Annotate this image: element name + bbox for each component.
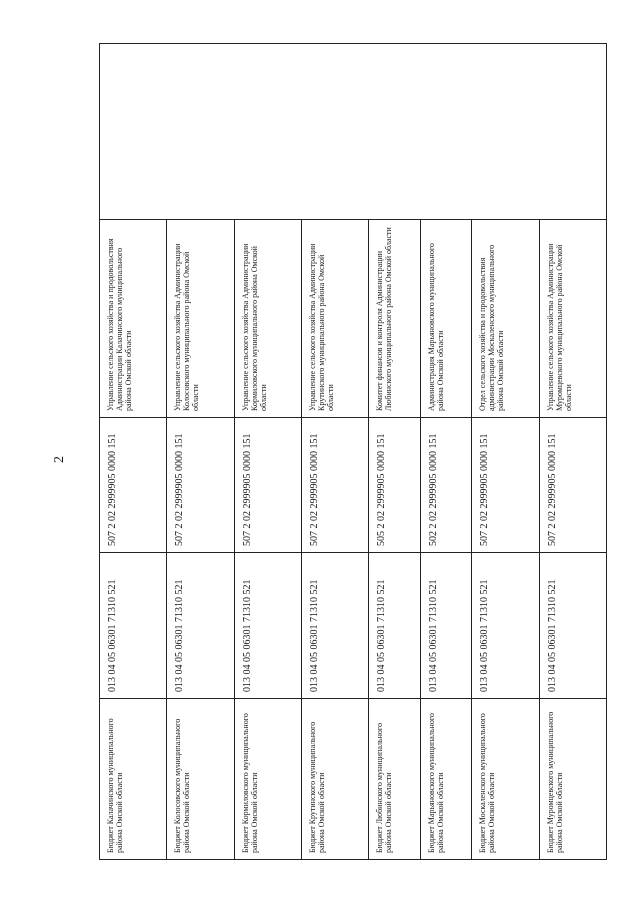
expense-code-cell: 013 04 05 06301 71310 521	[302, 553, 369, 699]
budget-cell: Бюджет Любинского муниципального района Омской области	[369, 699, 420, 860]
expense-code-cell: 013 04 05 06301 71310 521	[100, 553, 167, 699]
recipient-cell: Управление сельского хозяйства и продовольствия Администрации Калачинского муниципального района Омской области	[100, 220, 167, 418]
budget-cell: Бюджет Марьяновского муниципального района Омской области	[420, 699, 471, 860]
expense-code-cell: 013 04 05 06301 71310 521	[369, 553, 420, 699]
recipient-cell: Управление сельского хозяйства Администрации Кормиловского муниципального района Омской области	[234, 220, 301, 418]
revenue-code-cell: 507 2 02 2999905 0000 151	[167, 418, 234, 553]
revenue-code-cell: 507 2 02 2999905 0000 151	[539, 418, 606, 553]
recipient-cell: Отдел сельского хозяйства и продовольствия администрации Москаленского муниципального района Омской области	[472, 220, 539, 418]
recipient-cell: Администрация Марьяновского муниципального района Омской области	[420, 220, 471, 418]
table-row	[234, 220, 301, 860]
revenue-code-cell: 505 2 02 2999905 0000 151	[369, 418, 420, 553]
table-row	[472, 220, 539, 860]
recipient-cell: Комитет финансов и контроля Администрации Любинского муниципального района Омской области	[369, 220, 420, 418]
budget-cell: Бюджет Кормиловского муниципального района Омской области	[234, 699, 301, 860]
budget-cell: Бюджет Муромцевского муниципального района Омской области	[539, 699, 606, 860]
expense-code-cell: 013 04 05 06301 71310 521	[167, 553, 234, 699]
recipient-cell: Управление сельского хозяйства Администрации Муромцевского муниципального района Омской области	[539, 220, 606, 418]
revenue-code-cell: 507 2 02 2999905 0000 151	[100, 418, 167, 553]
blank-area	[99, 43, 607, 270]
table-row	[420, 220, 471, 860]
budget-cell: Бюджет Калачинского муниципального района Омской области	[100, 699, 167, 860]
table-row	[100, 220, 167, 860]
budget-table	[99, 219, 607, 860]
recipient-cell: Управление сельского хозяйства Администрации Колосовского муниципального района Омской области	[167, 220, 234, 418]
revenue-code-cell: 507 2 02 2999905 0000 151	[302, 418, 369, 553]
expense-code-cell: 013 04 05 06301 71310 521	[539, 553, 606, 699]
table-row	[369, 220, 420, 860]
revenue-code-cell: 502 2 02 2999905 0000 151	[420, 418, 471, 553]
recipient-cell: Управление сельского хозяйства Администрации Крутинского муниципального района Омской области	[302, 220, 369, 418]
budget-cell: Бюджет Крутинского муниципального района Омской области	[302, 699, 369, 860]
expense-code-cell: 013 04 05 06301 71310 521	[472, 553, 539, 699]
rotated-table-container	[99, 43, 607, 860]
revenue-code-cell: 507 2 02 2999905 0000 151	[472, 418, 539, 553]
expense-code-cell: 013 04 05 06301 71310 521	[420, 553, 471, 699]
page-number: 2	[52, 456, 67, 463]
expense-code-cell: 013 04 05 06301 71310 521	[234, 553, 301, 699]
table-row	[539, 220, 606, 860]
budget-cell: Бюджет Колосовского муниципального района Омской области	[167, 699, 234, 860]
table-row	[167, 220, 234, 860]
revenue-code-cell: 507 2 02 2999905 0000 151	[234, 418, 301, 553]
budget-cell: Бюджет Москаленского муниципального района Омской области	[472, 699, 539, 860]
table-row	[302, 220, 369, 860]
